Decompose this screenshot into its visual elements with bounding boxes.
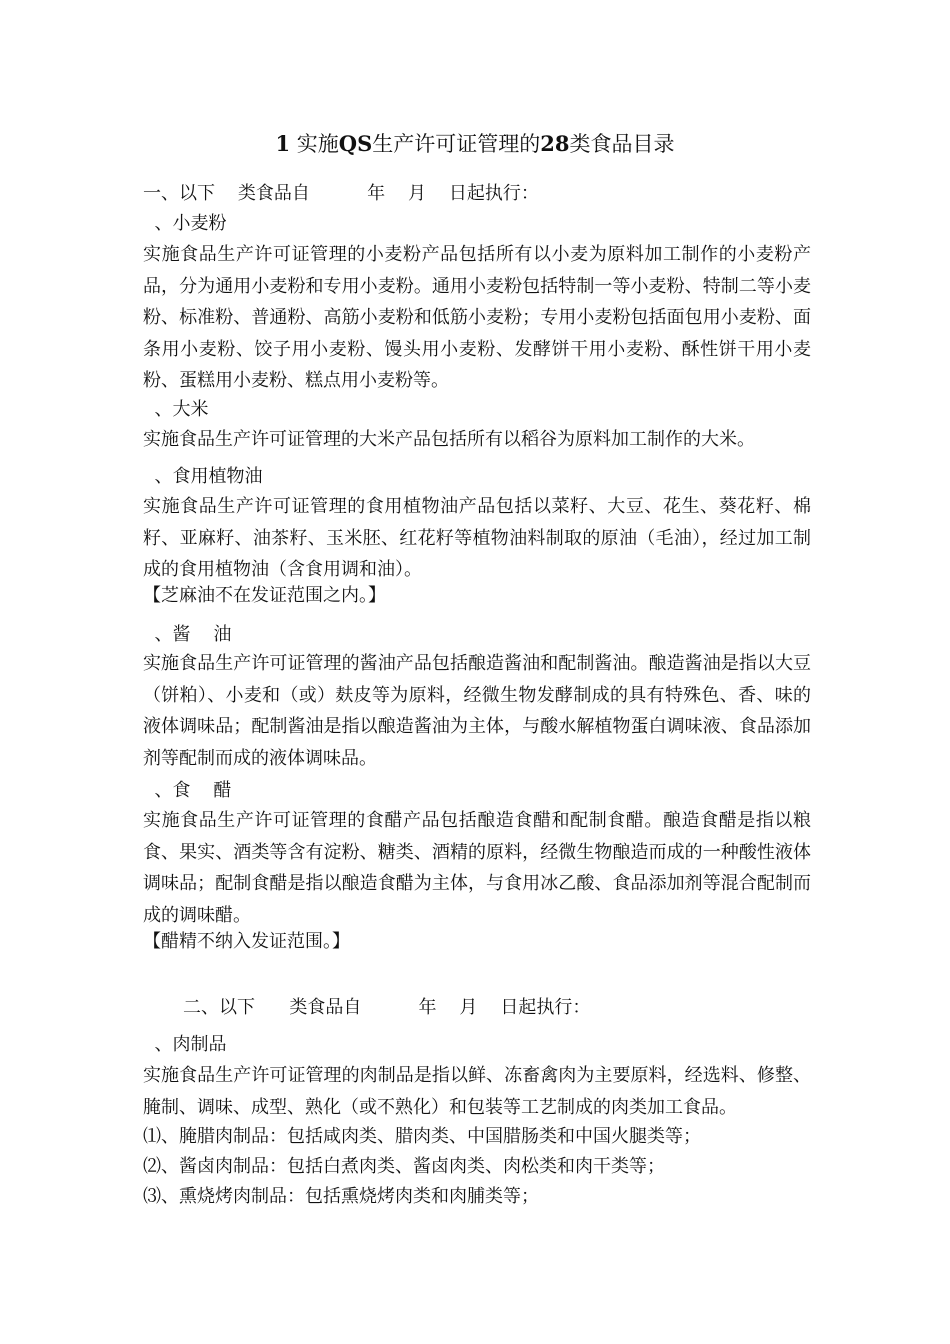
item-rice-paragraph: 实施食品生产许可证管理的大米产品包括所有以稻谷为原料加工制作的大米。 bbox=[143, 429, 755, 450]
section-1-heading: 一、以下 类食品自 年 月 日起执行： bbox=[143, 183, 539, 204]
title-qs: QS bbox=[338, 131, 373, 156]
item-vinegar-heading: 、食 醋 bbox=[143, 780, 232, 801]
item-soy-sauce-heading: 、酱 油 bbox=[143, 624, 232, 645]
item-rice-heading: 、大米 bbox=[143, 399, 209, 420]
item-vinegar-paragraph: 实施食品生产许可证管理的食醋产品包括酿造食醋和配制食醋。酿造食醋是指以粮食、果实、酒类等含有淀粉、糖类、酒精的原料，经微生物酿造而成的一种酸性液体调味品；配制食醋是指以酿造食醋为主体，与食用冰乙酸、食品添加剂等混合配制而成的调味醋。 bbox=[143, 810, 811, 926]
item-meat-sub-2: ⑵、酱卤肉制品：包括白煮肉类、酱卤肉类、肉松类和肉干类等； bbox=[143, 1156, 665, 1177]
document-title bbox=[0, 128, 950, 160]
item-meat-sub-1: ⑴、腌腊肉制品：包括咸肉类、腊肉类、中国腊肠类和中国火腿类等； bbox=[143, 1126, 701, 1147]
item-meat-heading: 、肉制品 bbox=[143, 1034, 227, 1055]
item-vinegar-note: 【醋精不纳入发证范围。】 bbox=[143, 931, 350, 952]
section-2-heading: 二、以下 类食品自 年 月 日起执行： bbox=[183, 997, 591, 1018]
title-text-3: 类食品目录 bbox=[569, 132, 675, 156]
item-flour-paragraph: 实施食品生产许可证管理的小麦粉产品包括所有以小麦为原料加工制作的小麦粉产品，分为通用小麦粉和专用小麦粉。通用小麦粉包括特制一等小麦粉、特制二等小麦粉、标准粉、普通粉、高筋小麦粉和低筋小麦粉；专用小麦粉包括面包用小麦粉、面条用小麦粉、饺子用小麦粉、馒头用小麦粉、发酵饼干用小麦粉、酥性饼干用小麦粉、蛋糕用小麦粉、糕点用小麦粉等。 bbox=[143, 244, 811, 391]
item-soy-sauce-paragraph: 实施食品生产许可证管理的酱油产品包括酿造酱油和配制酱油。酿造酱油是指以大豆（饼粕）、小麦和（或）麸皮等为原料，经微生物发酵制成的具有特殊色、香、味的液体调味品；配制酱油是指以酿造酱油为主体，与酸水解植物蛋白调味液、食品添加剂等配制而成的液体调味品。 bbox=[143, 653, 811, 769]
item-oil-heading: 、食用植物油 bbox=[143, 466, 263, 487]
item-oil-note: 【芝麻油不在发证范围之内。】 bbox=[143, 585, 386, 606]
item-flour-heading: 、小麦粉 bbox=[143, 213, 227, 234]
title-count: 28 bbox=[540, 131, 570, 156]
title-number: 1 bbox=[275, 131, 291, 156]
title-text-1: 实施 bbox=[296, 132, 339, 156]
title-text-2: 生产许可证管理的 bbox=[372, 132, 541, 156]
item-meat-paragraph: 实施食品生产许可证管理的肉制品是指以鲜、冻畜禽肉为主要原料，经选料、修整、腌制、调味、成型、熟化（或不熟化）和包装等工艺制成的肉类加工食品。 bbox=[143, 1065, 811, 1118]
item-oil-paragraph: 实施食品生产许可证管理的食用植物油产品包括以菜籽、大豆、花生、葵花籽、棉籽、亚麻籽、油茶籽、玉米胚、红花籽等植物油料制取的原油（毛油），经过加工制成的食用植物油（含食用调和油）。 bbox=[143, 496, 811, 580]
item-meat-sub-3: ⑶、熏烧烤肉制品：包括熏烧烤肉类和肉脯类等； bbox=[143, 1186, 539, 1207]
